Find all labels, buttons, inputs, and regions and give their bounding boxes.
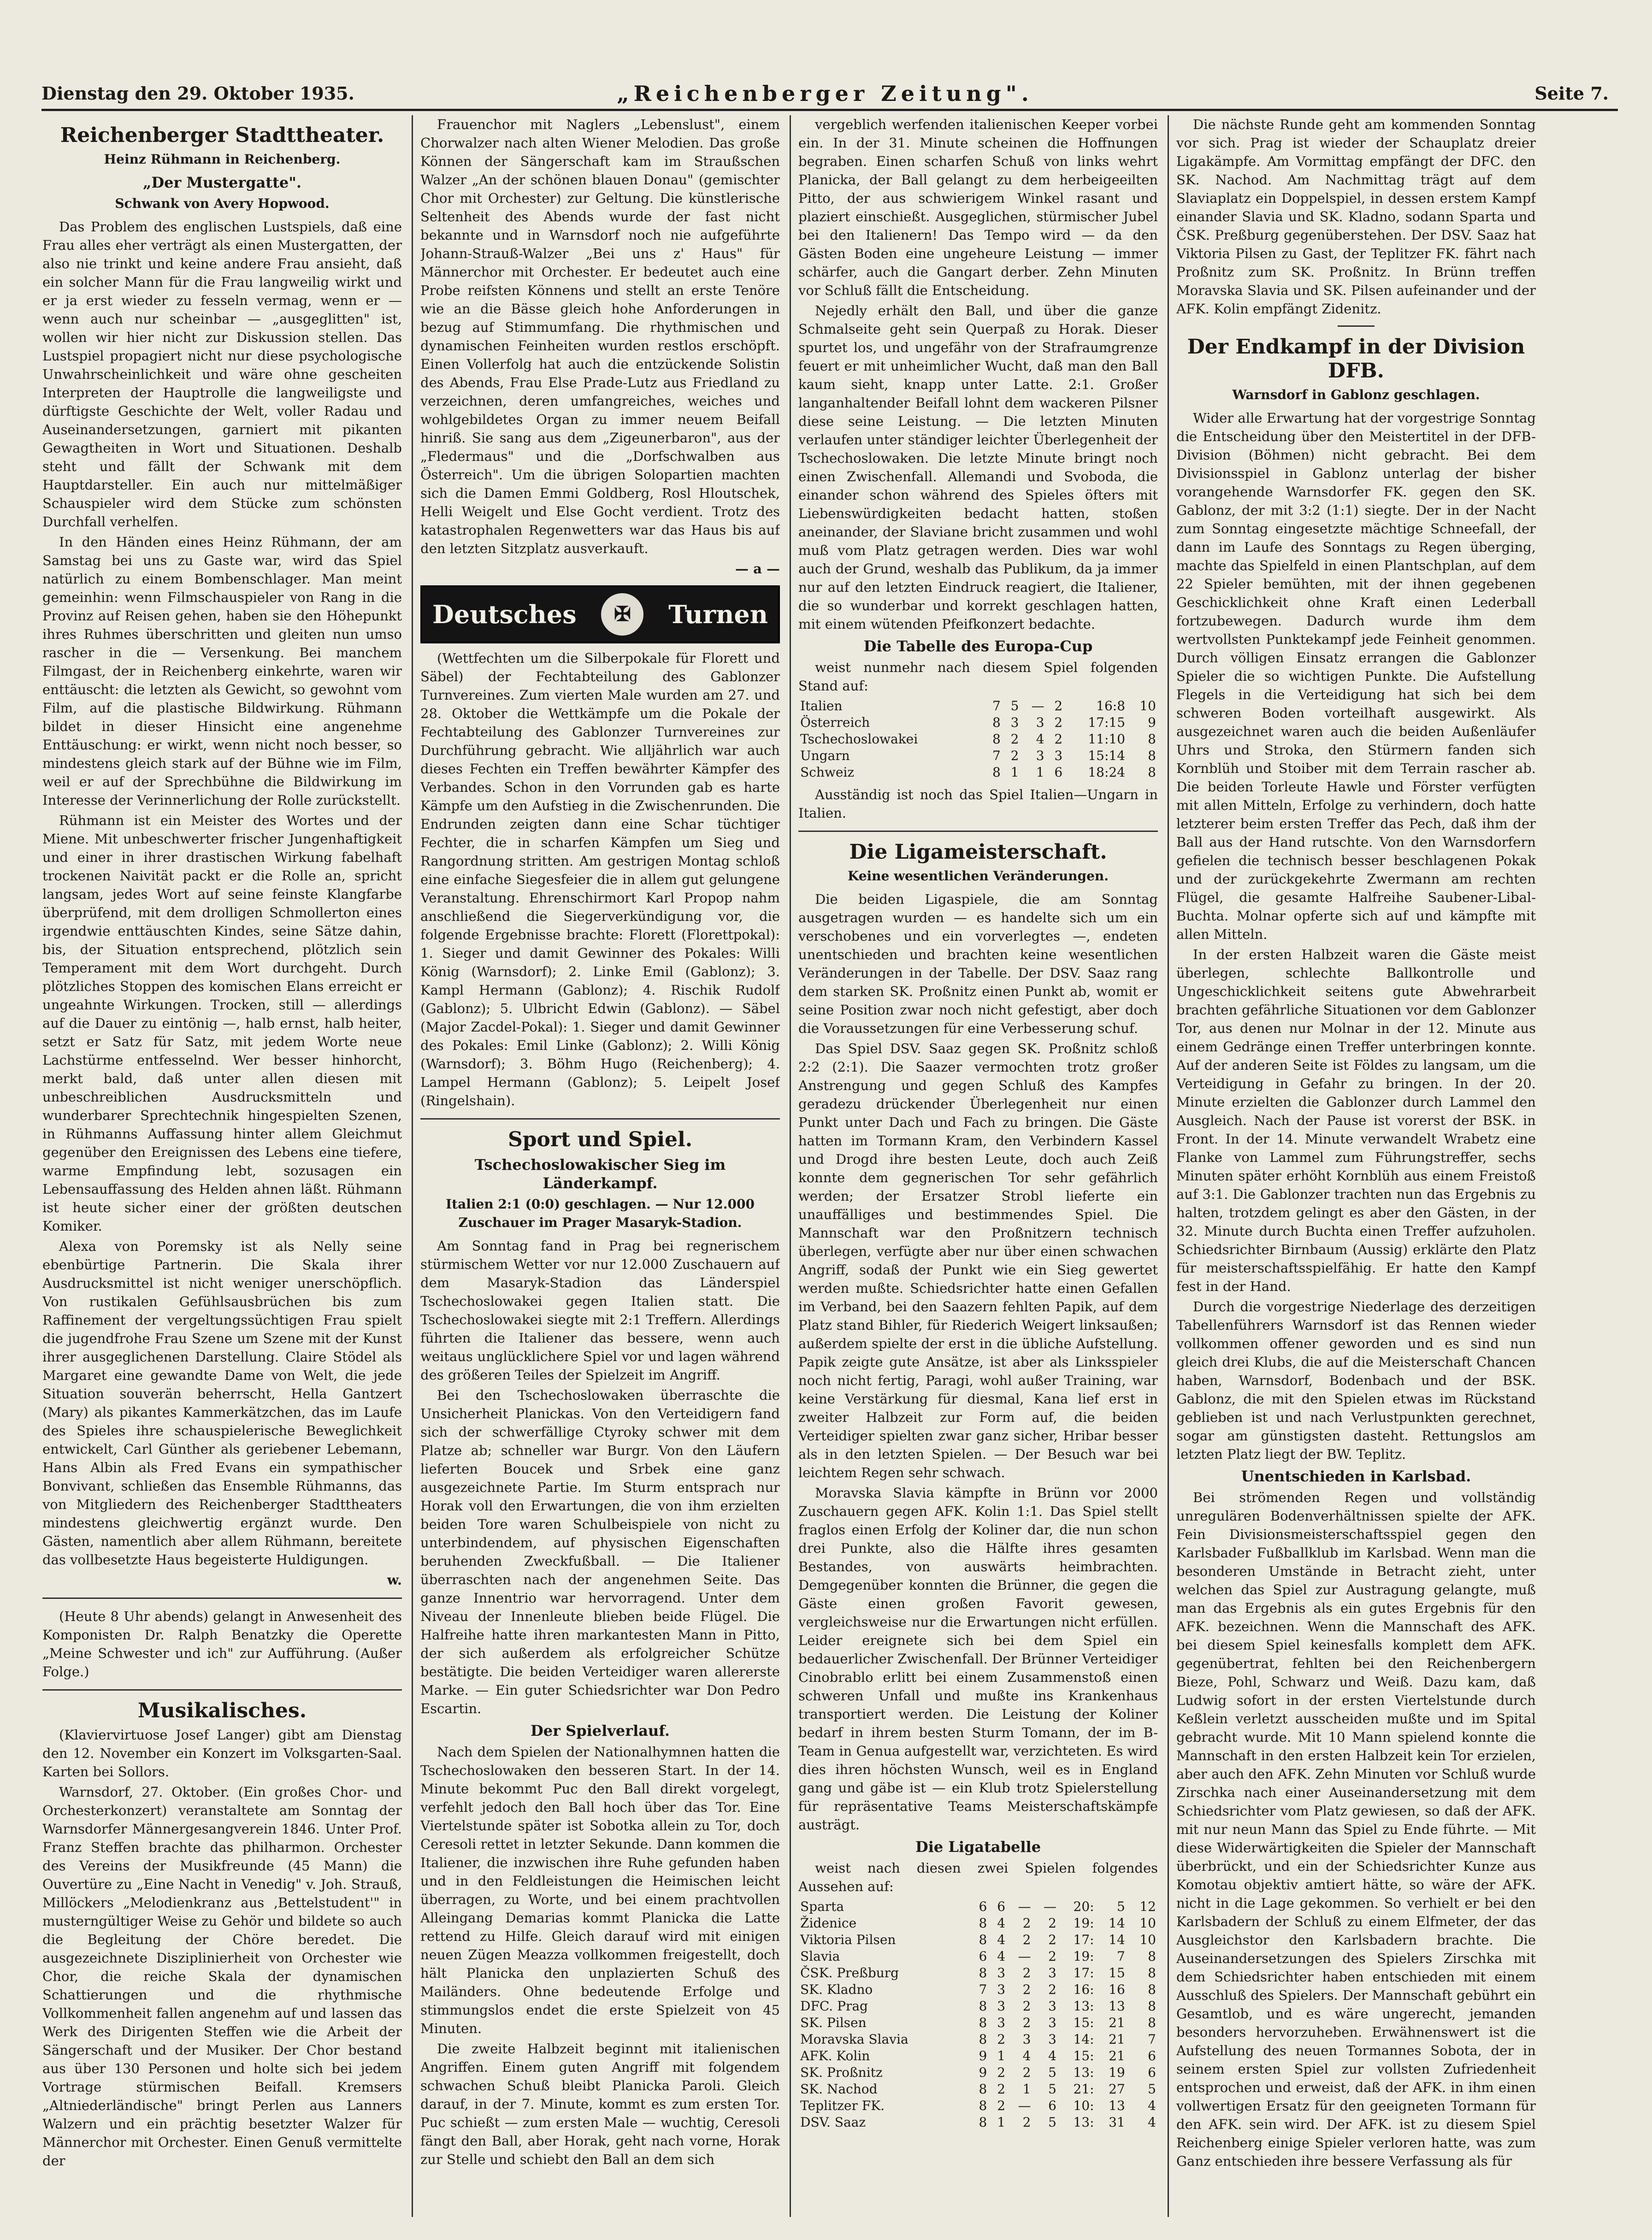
stat-cell: 3 bbox=[1010, 715, 1019, 730]
article-paragraph: Wider alle Erwartung hat der vorgestrige Sonntag die Entscheidung über den Meistertitel in der DFB-Division (Böhmen) nicht gebracht. Bei dem Divisionsspiel in Gablonz unterlag der bisher vorangehende Warnsdorfer FK. gegen den SK. Gablonz, der mit 3:2 (1:1) siegte. Der in der Nacht zum Sonntag eingesetzte mächtige Schneefall, der dann im Laufe des Sonntags zu Regen überging, machte das Spielfeld in einen Plantschplan, auf dem 22 Spieler bemühten, mit der ihnen gegebenen Geschicklichkeit ohne Kraft einen Lederball fortzubewegen. Dadurch wurde ihm dem wertvollsten Punktekampf jede Feinheit genommen. Durch völligen Einsatz errangen die Gablonzer Spieler die so wichtigen Punkte. Die Aufstellung Flegels in die Verteidigung hat sich bei dem schweren Boden vorteilhaft ausgewirkt. Als ausgezeichnet waren auch die beiden Außenläufer Uhrs und Stroka, den Stürmern fanden sich Kornblüh und Stoiber mit dem Terrain rascher ab. Die beiden Torleute Hawle und Förster verfügten mit allen Mitteln, Erfolge zu verhindern, doch hatte letzterer beim ersten Treffer das Pech, daß ihm der Ball aus der Hand rutschte. Von den Warnsdorfern gefielen die technisch besser beschlagenen Pokak und der zurückgekehrte Zwermann am rechten Flügel, die gesamte Halfreihe Saubener-Libal-Buchta. Molnar opferte sich auf und kämpfte mit allen Mitteln. bbox=[1176, 410, 1536, 942]
liga-subhead: Keine wesentlichen Veränderungen. bbox=[847, 868, 1109, 884]
stat-cell: 4 bbox=[1022, 2048, 1031, 2063]
stat-cell: 3 bbox=[1054, 748, 1063, 763]
stat-cell: 12 bbox=[1139, 1899, 1156, 1914]
article-paragraph: Moravska Slavia kämpfte in Brünn vor 2000 Zuschauern gegen AFK. Kolin 1:1. Das Spiel stellt fraglos einen Erfolg der Koliner dar, die nun schon drei Punkte, also die Hälfte ihres gesamten Bestandes, von auswärts heimbrachten. Demgegenüber konnten die Brünner, die gegen die Gäste einen großen Favorit gewesen, vergleichsweise nur die Erwartungen nicht erfüllen. Leider ereignete sich bei dem Spiel ein bedauerlicher Zwischenfall. Der Brünner Verteidiger Cinobrablo erlitt bei einem Zusammenstoß einen schweren Unfall und mußte ins Krankenhaus transportiert werden. Die Leistung der Koliner bedarf in ihrem besten Sturm Tomann, der im B-Team in Genua aufgestellt war, verzichteten. Es wird dies ihren höchsten Wunsch, weil es in England gang und gäbe ist — ein Klub trotz Spielerstellung für repräsentative Teams Meisterschaftskämpfe austrägt. bbox=[798, 1485, 1158, 1833]
article-paragraph: (Wettfechten um die Silberpokale für Florett und Säbel) der Fechtabteilung des Gablonzer Turnvereines. Zum vierten Male wurden am 27. und 28. Oktober die Wettkämpfe um die Pokale der Fechtabteilung des Gablonzer Turnvereines zur Durchführung gebracht. Wie alljährlich war auch dieses Fechten ein Treffen bewährter Kämpfer des Verbandes. Schon in den Vorrunden gab es harte Kämpfe um den Aufstieg in die Zwischenrunden. Die Endrunden zeigten dann eine Schar tüchtiger Fechter, die in scharfen Kämpfen um Sieg und Rangordnung stritten. Am gestrigen Montag schloß eine einfache Siegesfeier die in allem gut gelungene Veranstaltung. Ehrenschirmort Karl Propop nahm anschließend die Siegerverkündigung vor, die folgende Ergebnisse brachte: Florett (Florettpokal): 1. Sieger und damit Gewinner des Pokales: Willi König (Warnsdorf); 2. Linke Emil (Gablonz); 3. Kampl Hermann (Gablonz); 4. Rischik Rudolf (Gablonz); 5. Ulbricht Edwin (Gablonz). — Säbel (Major Zacdel-Pokal): 1. Sieger und damit Gewinner des Pokales: Emil Linke (Gablonz); 2. Willi König (Warnsdorf); 3. Böhm Hugo (Reichenberg); 4. Lampel Hermann (Gablonz); 5. Leipelt Josef (Ringelshain). bbox=[420, 650, 780, 1108]
stat-cell: 11:10 bbox=[1088, 731, 1126, 747]
article-paragraph: Rühmann ist ein Meister des Wortes und der Miene. Mit unbeschwerter frischer Jungenhaftigkeit und einer in ihrer drastischen Wirkung fabelhaft trockenen Naivität packt er die Rolle an, spricht langsam, jedes Wort auf seine feinste Klangfarbe überprüfend, mit dem drolligen Schmollerton eines irgendwie enttäuschten Kindes, seine Sätze dahin, bis, der Situation entsprechend, plötzlich sein Temperament mit dem Wort durchgeht. Durch plötzliches Stoppen des komischen Elans erreicht er ungeahnte Wirkungen. Trocken, still — allerdings auf die Dauer zu eintönig —, halb ernst, halb heiter, setzt er Satz für Satz, mit jedem Worte neue Lachstürme entfesselnd. Wer besser hinhorcht, merkt bald, daß unter allen diesen mit unbeschreiblichen Ausdrucksmitteln und wunderbarer Sprechtechnik hingespielten Szenen, in Rühmanns Auffassung hinter allem Gleichmut gegenüber den Ereignissen des Lebens eine tiefere, warme Empfindung lebt, sozusagen ein Lebensauffassung des Helden ahnen läßt. Rühmann ist heute sicher einer der größten deutschen Komiker. bbox=[42, 813, 402, 1234]
team-name-cell: SK. Kladno bbox=[800, 1982, 873, 1997]
theatre-headline: Reichenberger Stadttheater. bbox=[60, 124, 384, 147]
table-row bbox=[798, 1948, 1158, 1965]
table-row bbox=[798, 731, 1158, 748]
stat-cell: 7 bbox=[1116, 1949, 1125, 1964]
stat-cell: 2 bbox=[1048, 1949, 1056, 1964]
section-rule bbox=[42, 1689, 402, 1691]
stat-cell: 2 bbox=[1048, 1982, 1056, 1997]
table-row bbox=[798, 1898, 1158, 1915]
stat-cell: 7 bbox=[979, 1982, 987, 1997]
stat-cell: 8 bbox=[1148, 731, 1156, 747]
stat-cell: 31 bbox=[1109, 2115, 1125, 2130]
stat-cell: 8 bbox=[979, 1916, 987, 1931]
stat-cell: 13: bbox=[1073, 1998, 1094, 2014]
article-paragraph: Am Sonntag fand in Prag bei regnerischem stürmischem Wetter vor nur 12.000 Zuschauern auf dem Masaryk-Stadion das Länderspiel Tschechoslowakei gegen Italien statt. Die Tschechoslowakei siegte mit 2:1 Treffern. Allerdings führten die Italiener das bessere, wenn auch weitaus unglücklichere Spiel vor und lagen während des größeren Teiles der Spielzeit im Angriff. bbox=[420, 1238, 780, 1383]
stat-cell: 4 bbox=[997, 1916, 1006, 1931]
stat-cell: 18:24 bbox=[1088, 765, 1126, 780]
stat-cell: 8 bbox=[979, 1998, 987, 2014]
liga-headline: Die Ligameisterschaft. bbox=[849, 840, 1107, 864]
stat-cell: 13 bbox=[1109, 2098, 1125, 2113]
stat-cell: 7 bbox=[992, 698, 1001, 713]
table-row bbox=[798, 1932, 1158, 1948]
team-name-cell: Viktoria Pilsen bbox=[800, 1932, 896, 1947]
stat-cell: 2 bbox=[1022, 1965, 1031, 1981]
stat-cell: 7 bbox=[1148, 2032, 1156, 2047]
play-author: Schwank von Avery Hopwood. bbox=[115, 196, 330, 211]
article-paragraph: Das Spiel DSV. Saaz gegen SK. Proßnitz schloß 2:2 (2:1). Die Saazer vermochten trotz großer Anstrengung und gegen Schluß des Kampfes geradezu drückender Überlegenheit nur einen Punkt unter Dach und Fach zu bringen. Die Gäste hatten im Tormann Kram, den Verbindern Kassel und Drogd ihre besten Leute, doch auch Zeiß konnte dem gegnerischen Tor sehr gefährlich werden; der Ersatzer Strobl lieferte ein unauffälliges und bestimmendes Spiel. Die Mannschaft war den Proßnitzern technisch überlegen, verfügte aber nur über einen schwachen Angriff, sodaß der Punkt wie ein Sieg gewertet werden mußte. Schiedsrichter hatte einen Gefallen im Verband, bei den Saazern fehlten Papik, auf dem Platz stand Bihler, für Riederich Weigert linksaußen; außerdem spielte der erst in die übliche Aufstellung. Papik zeigte gute Ansätze, ist aber als Linksspieler noch nicht fertig, Paragi, wohl außer Training, war keine Verstärkung für diesmal, Kana lief erst in zweiter Halbzeit zur Form auf, die beiden Verteidiger spielten zwar ganz sicher, Hribar besser als in den letzten Spielen. — Der Besuch war bei leichtem Regen sehr schwach. bbox=[798, 1041, 1158, 1480]
team-name-cell: Židenice bbox=[800, 1916, 857, 1931]
stat-cell: 4 bbox=[1148, 2115, 1156, 2130]
stat-cell: 2 bbox=[1022, 2065, 1031, 2080]
stat-cell: 8 bbox=[1148, 748, 1156, 763]
stat-cell: 27 bbox=[1109, 2081, 1125, 2097]
article-paragraph: In den Händen eines Heinz Rühmann, der am Samstag bei uns zu Gaste war, wird das Spiel natürlich zu einem Bombenschlager. Man meint gemeinhin: wenn Filmschauspieler von Rang in die Provinz auf Reisen gehen, haben sie den Höhepunkt ihres Ruhmes überschritten und gleiten nun umso rascher in die — Versenkung. Bei manchem Filmgast, der in Reichenberg einkehrte, waren wir enttäuscht: die letzten als Gewicht, so gewohnt vom Film, auf die plastische Bildwirkung. Rühmann bildet in dieser Hinsicht eine angenehme Enttäuschung: er wirkt, wenn nicht noch besser, so mindestens gleich stark auf der Bühne wie im Film, weil er auf der Sprechbühne die Bildwirkung im Interesse der Verinnerlichung der Rolle zurückstellt. bbox=[42, 534, 402, 808]
table-row bbox=[798, 748, 1158, 764]
stat-cell: 2 bbox=[1022, 2115, 1031, 2130]
team-name-cell: Moravska Slavia bbox=[800, 2032, 909, 2047]
table-row bbox=[798, 2081, 1158, 2098]
stat-cell: 8 bbox=[979, 2115, 987, 2130]
team-name-cell: DFC. Prag bbox=[800, 1998, 868, 2014]
column-1 bbox=[42, 115, 402, 2217]
stat-cell: 2 bbox=[1022, 1932, 1031, 1947]
stat-cell: 14: bbox=[1073, 2032, 1094, 2047]
stat-cell: 5 bbox=[1116, 1899, 1125, 1914]
stat-cell: 10 bbox=[1139, 1916, 1156, 1931]
stat-cell: 1 bbox=[997, 2115, 1006, 2130]
stat-cell: 2 bbox=[1022, 1982, 1031, 1997]
stat-cell: 4 bbox=[997, 1932, 1006, 1947]
stat-cell: 15 bbox=[1109, 1965, 1125, 1981]
turner-cross-icon: ✠ bbox=[601, 593, 643, 636]
article-paragraph: (Klaviervirtuose Josef Langer) gibt am Dienstag den 12. November ein Konzert im Volksgarten-Saal. Karten bei Sollors. bbox=[42, 1727, 402, 1780]
article-paragraph: In der ersten Halbzeit waren die Gäste meist überlegen, schlechte Ballkontrolle und Ungeschicklichkeit seitens gute Abwehrarbeit brachten gefährliche Situationen vor dem Gablonzer Tor, aus denen nur Molnar in der 12. Minute aus einem Gedränge einen Treffer unterbringen konnte. Auf der anderen Seite ist Földes zu langsam, um die Verteidigung in Gefahr zu bringen. In der 20. Minute erzielten die Gablonzer durch Lammel den Ausgleich. Nach der Pause ist vorerst der BSK. in Front. In der 14. Minute verwandelt Wrabetz eine Flanke von Lammel zum Führungstreffer, sechs Minuten später erhöht Kornblüh aus einem Freistoß auf 3:1. Die Gablonzer trachten nun das Ergebnis zu halten, trotzdem gelingt es aber den Gästen, in der 32. Minute durch Buchta einen Treffer aufzuholen. Schiedsrichter Birnbaum (Aussig) erklärte den Platz für meisterschaftsspielfähig. Er hatte den Kampf fest in der Hand. bbox=[1176, 947, 1536, 1294]
table-row bbox=[798, 764, 1158, 781]
stat-cell: 8 bbox=[1148, 1949, 1156, 1964]
stat-cell: 16:8 bbox=[1096, 698, 1126, 713]
team-name-cell: Österreich bbox=[800, 715, 870, 730]
stat-cell: — bbox=[1031, 698, 1044, 713]
stat-cell: 3 bbox=[1036, 715, 1044, 730]
article-paragraph: Alexa von Poremsky ist als Nelly seine ebenbürtige Partnerin. Die Skala ihrer Ausdrucksmittel ist nicht weniger unerschöpflich. Von rustikalen Gefühlsausbrüchen bis zum Raffinement der vergeltungssüchtigen Frau spielt die jugendfrohe Frau Szene um Szene mit der Kunst ihrer ausgeglichenen Darstellung. Claire Stödel als Margaret eine gewandte Dame von Welt, die jede Situation souverän beherrscht, Hella Gantzert (Mary) als pikantes Kammerkätzchen, das im Laufe des Spieles ihre schauspielerische Beweglichkeit entwickelt, Carl Günther als geriebener Lebemann, Hans Albin als Fred Evans ein sympathischer Bonvivant, schließen das Ensemble Rühmanns, das von Mitgliedern des Reichenberger Stadttheaters mindestens gleichwertig ergänzt wurde. Den Gästen, namentlich aber allem Rühmann, bereitete das vollbesetzte Haus begeisterte Huldigungen. bbox=[42, 1238, 402, 1568]
team-name-cell: SK. Nachod bbox=[800, 2081, 878, 2097]
stat-cell: 21 bbox=[1109, 2032, 1125, 2047]
banner-word-right: Turnen bbox=[668, 600, 768, 629]
table-row bbox=[798, 1981, 1158, 1998]
stat-cell: 6 bbox=[979, 1949, 987, 1964]
stat-cell: 4 bbox=[997, 1949, 1006, 1964]
stat-cell: — bbox=[1018, 1949, 1031, 1964]
team-name-cell: Slavia bbox=[800, 1949, 840, 1964]
table-row bbox=[798, 1965, 1158, 1981]
stat-cell: 5 bbox=[1148, 2081, 1156, 2097]
stat-cell: 5 bbox=[1010, 698, 1019, 713]
karlsbad-headline: Unentschieden in Karlsbad. bbox=[1241, 1468, 1471, 1485]
theatre-subhead: Heinz Rühmann in Reichenberg. bbox=[104, 152, 341, 167]
stat-cell: 13: bbox=[1073, 2115, 1094, 2130]
section-rule bbox=[42, 1597, 402, 1599]
stat-cell: 2 bbox=[1054, 698, 1063, 713]
stat-cell: 14 bbox=[1109, 1916, 1125, 1931]
issue-date: Dienstag den 29. Oktober 1935. bbox=[41, 83, 354, 104]
music-headline: Musikalisches. bbox=[137, 1699, 307, 1722]
sport-headline: Sport und Spiel. bbox=[507, 1128, 693, 1151]
stat-cell: 9 bbox=[979, 2065, 987, 2080]
header-rule bbox=[41, 109, 1618, 111]
table-row bbox=[798, 2114, 1158, 2131]
stat-cell: 2 bbox=[997, 2081, 1006, 2097]
article-paragraph: Nejedly erhält den Ball, und über die ganze Schmalseite geht sein Querpaß zu Horak. Dieser spurtet los, und ungefähr von der Strafraumgrenze feuert er mit unheimlicher Wucht, daß man den Ball kaum sieht, knapp unter Latte. 2:1. Großer langanhaltender Beifall lohnt dem wackeren Pilsner diese seine Leistung. — Die letzten Minuten verlaufen unter ständiger leichter Überlegenheit der Tschechoslowaken. Die letzte Minute bringt noch einen Zwischenfall. Allemandi und Svoboda, die einander schon während des Spieles öfters mit Liebenswürdigkeiten bedacht hatten, stoßen aneinander, der Slaviane bricht zusammen und wohl muß vom Platz getragen werden. Dies war wohl auch der Grund, weshalb das Publikum, da ja immer nur auf den letzten Eindruck reagiert, die Italiener, die so wunderbar und korrekt geschlagen hatten, mit einem wütenden Pfeifkonzert bedachte. bbox=[798, 303, 1158, 632]
column-rule bbox=[1168, 115, 1169, 2217]
match-subhead: Italien 2:1 (0:0) geschlagen. — Nur 12.000 Zuschauer im Prager Masaryk-Stadion. bbox=[446, 1197, 755, 1230]
stat-cell: — bbox=[1043, 1899, 1056, 1914]
table-row bbox=[798, 2098, 1158, 2114]
section-rule bbox=[1338, 325, 1375, 327]
stat-cell: 7 bbox=[992, 748, 1001, 763]
team-name-cell: SK. Pilsen bbox=[800, 2015, 867, 2030]
table-row bbox=[798, 714, 1158, 731]
section-rule bbox=[798, 831, 1158, 832]
stat-cell: 8 bbox=[1148, 1965, 1156, 1981]
stat-cell: 3 bbox=[997, 2015, 1006, 2030]
stat-cell: 2 bbox=[1010, 731, 1019, 747]
stat-cell: 2 bbox=[1022, 1998, 1031, 2014]
stat-cell: 13 bbox=[1109, 1998, 1125, 2014]
stat-cell: 8 bbox=[1148, 2015, 1156, 2030]
stat-cell: 10: bbox=[1073, 2098, 1094, 2113]
stat-cell: 21: bbox=[1073, 2081, 1094, 2097]
stat-cell: 15: bbox=[1073, 2015, 1094, 2030]
column-rule bbox=[412, 115, 413, 2217]
stat-cell: 19: bbox=[1073, 1916, 1094, 1931]
table-row bbox=[798, 1998, 1158, 2015]
team-name-cell: Schweiz bbox=[800, 765, 855, 780]
stat-cell: 9 bbox=[1148, 715, 1156, 730]
article-paragraph: Nach dem Spielen der Nationalhymnen hatten die Tschechoslowaken den besseren Start. In der 14. Minute bekommt Puc den Ball direkt vorgelegt, verfehlt jedoch den Ball hoch über das Tor. Eine Viertelstunde später ist Sobotka allein zu Tor, doch Ceresoli rettet in letzter Sekunde. Dann kommen die Italiener, die inzwischen ihre Ruhe gefunden haben und in den Feldleistungen die Heimischen leicht überragen, zu Worte, und bei einem prachtvollen Alleingang Demarias kommt Planicka die Latte rettend zu Hilfe. Gleich darauf wird mit einigen neuen Zügen Meazza vollkommen freigestellt, doch hält Planicka den unplazierten Schuß des Mailänders. Ohne bedeutende Erfolge und stimmungslos endet die erste Spielzeit von 45 Minuten. bbox=[420, 1744, 780, 2036]
stat-cell: 2 bbox=[1048, 1916, 1056, 1931]
stat-cell: 13: bbox=[1073, 2065, 1094, 2080]
stat-cell: 10 bbox=[1139, 698, 1156, 713]
stat-cell: 14 bbox=[1109, 1932, 1125, 1947]
stat-cell: 8 bbox=[979, 1932, 987, 1947]
stat-cell: 1 bbox=[1010, 765, 1019, 780]
article-paragraph: Die beiden Ligaspiele, die am Sonntag ausgetragen wurden — es handelte sich um ein verschobenes und ein vorverlegtes —, endeten unentschieden und brachten keine wesentlichen Veränderungen in der Tabelle. Der DSV. Saaz rang dem starken SK. Proßnitz einen Punkt ab, womit er seine Position zwar noch nicht gefestigt, aber doch die Voraussetzungen für eine Verbesserung schuf. bbox=[798, 891, 1158, 1036]
stat-cell: 1 bbox=[1036, 765, 1044, 780]
liga-table bbox=[798, 1898, 1158, 2131]
stat-cell: 6 bbox=[979, 1899, 987, 1914]
table-intro: weist nunmehr nach diesem Spiel folgenden Stand auf: bbox=[798, 660, 1158, 694]
article-paragraph: Das Problem des englischen Lustspiels, daß eine Frau alles eher verträgt als einen Mustergatten, der also nie trinkt und keine andere Frau ansieht, daß ein solcher Mann für die Frau langweilig wirkt und er ja erst wieder zu fesseln vermag, wenn er — wenn auch nur scheinbar — „ausgeglitten" ist, wollen wir hier nicht zur Diskussion stellen. Das Lustspiel propagiert nicht nur diese psychologische Unwahrscheinlichkeit und wäre ohne gescheiten Interpreten der Hauptrolle die langweiligste und dürftigste Geschichte der Welt, voller Radau und Auseinandersetzungen, garniert mit pikanten Gewagtheiten in Wort und Situationen. Deshalb steht und fällt der Schwank mit dem Hauptdarsteller. Ein auch nur mittelmäßiger Schauspieler wird dem Stücke zum schönsten Durchfall verhelfen. bbox=[42, 219, 402, 530]
stat-cell: 6 bbox=[997, 1899, 1006, 1914]
article-paragraph: Warnsdorf, 27. Oktober. (Ein großes Chor- und Orchesterkonzert) veranstaltete am Sonntag der Warnsdorfer Männergesangverein 1846. Unter Prof. Franz Steffen brachte das philharmon. Orchester des Vereins der Musikfreunde (45 Mann) die Ouvertüre zu „Eine Nacht in Venedig" v. Joh. Strauß, Millöckers „Melodienkranz aus ‚Bettelstudent'" in musterngültiger Weise zu Gehör und bildete so auch die Begleitung der Chöre beredet. Die ausgezeichnete Disziplinierheit von Orchester wie Chor, die reiche Skala der dynamischen Schattierungen und die rhythmische Vollkommenheit fallen angenehm auf und lassen das Werk des Dirigenten Steffen wie die Arbeit der Sängerschaft und der Musiker. Der Chor bestand aus über 130 Personen und holte sich bei jedem Vortrage stürmischen Beifall. Kremsers „Altniederländische" bringt Perlen aus Lanners Walzern und ein prächtig besetzter Walzer für Männerchor mit Orchester. Einen Genuß vermittelte der bbox=[42, 1784, 402, 2169]
column-2 bbox=[420, 115, 780, 2217]
article-paragraph: vergeblich werfenden italienischen Keeper vorbei ein. In der 31. Minute scheinen die Hoffnungen begraben. Einen scharfen Schuß von links wehrt Planicka, der Ball gelangt zu dem herbeigeeilten Pitto, der aus schwierigem Winkel rasant und plaziert einschießt. Ausgeglichen, stürmischer Jubel bei den Italienern! Das Tempo wird — da den Gästen Boden eine ungeheure Leistung — immer schärfer, auch die Gangart derber. Zehn Minuten vor Schluß fällt die Entscheidung. bbox=[798, 117, 1158, 298]
team-name-cell: Tschechoslowakei bbox=[800, 731, 918, 747]
article-paragraph: Bei den Tschechoslowaken überraschte die Unsicherheit Planickas. Von den Verteidigern fand sich der schwerfällige Ctyroky schwer mit dem Platze ab; schneller war Burgr. Von den Läufern lieferten Boucek und Srbek eine ganz ausgezeichnete Partie. Im Sturm entsprach nur Horak voll den Erwartungen, die von ihm erzielten beiden Tore waren Schulbeispiele von nicht zu unterbindendem, auf physischen Eigenschaften beruhenden Zweckfußball. — Die Italiener überraschten nach der angenehmen Seite. Das ganze Innentrio war hervorragend. Unter dem Niveau der Innenleute blieben beide Flügel. Die Halfreihe hatte ihren markantesten Mann in Pitto, der sich außerdem als erfolgreicher Schütze bestätigte. Die beiden Verteidiger waren allererste Marke. — Ein guter Schiedsrichter war Don Pedro Escartin. bbox=[420, 1387, 780, 1716]
stat-cell: 17: bbox=[1073, 1965, 1094, 1981]
play-title: „Der Mustergatte". bbox=[142, 174, 302, 191]
stat-cell: 8 bbox=[979, 2081, 987, 2097]
endkampf-subhead: Warnsdorf in Gablonz geschlagen. bbox=[1232, 387, 1480, 402]
team-name-cell: AFK. Kolin bbox=[800, 2048, 870, 2063]
stat-cell: 1 bbox=[997, 2048, 1006, 2063]
table-row bbox=[798, 2048, 1158, 2064]
stat-cell: 2 bbox=[997, 2098, 1006, 2113]
team-name-cell: SK. Proßnitz bbox=[800, 2065, 883, 2080]
team-name-cell: ČSK. Preßburg bbox=[800, 1965, 899, 1981]
stat-cell: 3 bbox=[1036, 748, 1044, 763]
article-paragraph: Frauenchor mit Naglers „Lebenslust", einem Chorwalzer nach alten Wiener Melodien. Das große Können der Sängerschaft kam im Straußschen Walzer „An der schönen blauen Donau" (gemischter Chor mit Orchester) zur Geltung. Die künstlerische Seltenheit des Abends wurde der fast nicht bekannte und in Warnsdorf noch nie aufgeführte Johann-Strauß-Walzer „Bei uns z' Haus" für Männerchor mit Orchester. Er bedeutet auch eine Probe reifsten Könnens und stellt an erste Tenöre wie an die Bässe gleich hohe Anforderungen in bezug auf Stimmumfang. Die rhythmischen und dynamischen Feinheiten wurden restlos erschöpft. Einen Vollerfolg hat auch die entzückende Solistin des Abends, Frau Else Prade-Lutz aus Friedland zu verzeichnen, deren umfangreiches, weiches und wohlgebildetes Organ zu immer neuem Beifall hinriß. Sie sang aus dem „Zigeunerbaron", aus der „Fledermaus" und die „Dorfschwalben aus Österreich". Um die übrigen Solopartien machten sich die Damen Emmi Goldberg, Rosl Hloutschek, Helli Weigelt und Else Gocht verdient. Trotz des katastrophalen Regenwetters war das Haus bis auf den letzten Sitzplatz ausverkauft. bbox=[420, 117, 780, 556]
stat-cell: 8 bbox=[992, 731, 1001, 747]
table-row bbox=[798, 2031, 1158, 2048]
table-row bbox=[798, 2064, 1158, 2081]
stat-cell: 20: bbox=[1073, 1899, 1094, 1914]
stat-cell: 2 bbox=[1054, 715, 1063, 730]
column-4 bbox=[1176, 115, 1536, 2217]
stat-cell: — bbox=[1018, 1899, 1031, 1914]
stat-cell: 2 bbox=[1022, 1916, 1031, 1931]
stat-cell: 3 bbox=[997, 1982, 1006, 1997]
stat-cell: 2 bbox=[1010, 748, 1019, 763]
article-signature: — a — bbox=[735, 561, 780, 577]
stat-cell: 3 bbox=[997, 1965, 1006, 1981]
match-section-title: Der Spielverlauf. bbox=[531, 1722, 670, 1739]
article-paragraph: Durch die vorgestrige Niederlage des derzeitigen Tabellenführers Warnsdorf ist das Rennen wieder vollkommen offener geworden und es sind nun gleich drei Klubs, die auf die Meisterschaft Chancen haben, Warnsdorf, Bodenbach und der BSK. Gablonz, die mit den Spielen etwas im Rückstand geblieben ist und nach Verlustpunkten gerechnet, sogar am günstigsten dasteht. Rettungslos am letzten Platz liegt der BW. Teplitz. bbox=[1176, 1299, 1536, 1462]
stat-cell: 8 bbox=[992, 765, 1001, 780]
article-paragraph: Die zweite Halbzeit beginnt mit italienischen Angriffen. Einem guten Angriff mit folgendem schwachen Schuß bleibt Planicka Paroli. Gleich darauf, in der 7. Minute, kommt es zum ersten Tor. Puc schießt — zum ersten Male — wuchtig, Ceresoli fängt den Ball, aber Horak, geht nach vorne, Horak zur Stelle und schiebt den Ball an dem sich bbox=[420, 2041, 780, 2167]
column-rule bbox=[790, 115, 791, 2217]
stat-cell: 19: bbox=[1073, 1949, 1094, 1964]
stat-cell: 2 bbox=[997, 2032, 1006, 2047]
stat-cell: 3 bbox=[997, 1998, 1006, 2014]
stat-cell: 21 bbox=[1109, 2015, 1125, 2030]
stat-cell: 6 bbox=[1048, 2098, 1056, 2113]
stat-cell: 2 bbox=[1022, 2015, 1031, 2030]
team-name-cell: Ungarn bbox=[800, 748, 850, 763]
stat-cell: 17:15 bbox=[1088, 715, 1126, 730]
stat-cell: 5 bbox=[1048, 2081, 1056, 2097]
stat-cell: 15:14 bbox=[1088, 748, 1126, 763]
table-row bbox=[798, 1915, 1158, 1932]
stat-cell: 6 bbox=[1148, 2048, 1156, 2063]
stat-cell: 17: bbox=[1073, 1932, 1094, 1947]
stat-cell: 3 bbox=[1048, 1965, 1056, 1981]
theatre-note: (Heute 8 Uhr abends) gelangt in Anwesenheit des Komponisten Dr. Ralph Benatzky die Operette „Meine Schwester und ich" zur Aufführung. (Außer Folge.) bbox=[42, 1609, 402, 1680]
column-3 bbox=[798, 115, 1158, 2217]
stat-cell: 8 bbox=[979, 2098, 987, 2113]
masthead-title: „Reichenberger Zeitung". bbox=[617, 81, 1033, 106]
stat-cell: 19 bbox=[1109, 2065, 1125, 2080]
stat-cell: 3 bbox=[1048, 1998, 1056, 2014]
endkampf-headline: Der Endkampf in der Division DFB. bbox=[1187, 335, 1525, 383]
stat-cell: 5 bbox=[1048, 2065, 1056, 2080]
stat-cell: 8 bbox=[979, 1965, 987, 1981]
stat-cell: 8 bbox=[1148, 1998, 1156, 2014]
europa-cup-title: Die Tabelle des Europa-Cup bbox=[863, 637, 1093, 655]
stat-cell: 15: bbox=[1073, 2048, 1094, 2063]
banner-word-left: Deutsches bbox=[432, 600, 577, 629]
stat-cell: 3 bbox=[1048, 2032, 1056, 2047]
liga-table-title: Die Ligatabelle bbox=[915, 1838, 1041, 1856]
stat-cell: 1 bbox=[1022, 2081, 1031, 2097]
stat-cell: 5 bbox=[1048, 2115, 1056, 2130]
team-name-cell: Teplitzer FK. bbox=[800, 2098, 885, 2113]
stat-cell: 8 bbox=[1148, 1982, 1156, 1997]
table-row bbox=[798, 698, 1158, 714]
deutsches-turnen-banner bbox=[420, 585, 780, 643]
table-outro: Ausständig ist noch das Spiel Italien—Ungarn in Italien. bbox=[798, 787, 1158, 821]
section-rule bbox=[420, 1118, 780, 1120]
stat-cell: 4 bbox=[1036, 731, 1044, 747]
article-signature: w. bbox=[387, 1572, 402, 1588]
stat-cell: 4 bbox=[1148, 2098, 1156, 2113]
stat-cell: 16 bbox=[1109, 1982, 1125, 1997]
table-row bbox=[798, 2015, 1158, 2031]
team-name-cell: Italien bbox=[800, 698, 843, 713]
stat-cell: 2 bbox=[1048, 1932, 1056, 1947]
stat-cell: 8 bbox=[979, 2032, 987, 2047]
stat-cell: 10 bbox=[1139, 1932, 1156, 1947]
article-paragraph: Die nächste Runde geht am kommenden Sonntag vor sich. Prag ist wieder der Schauplatz dreier Ligakämpfe. Am Vormittag empfängt der DFC. den SK. Nachod. Am Nachmittag trägt auf dem Slaviaplatz ein Doppelspiel, in dessen erstem Kampf einander Slavia und SK. Kladno, sodann Sparta und ČSK. Preßburg gegenüberstehen. Der DSV. Saaz hat Viktoria Pilsen zu Gast, der Teplitzer FK. fährt nach Proßnitz zum SK. Proßnitz. In Brünn treffen Moravska Slavia und SK. Pilsen aufeinander und der AFK. Kolin empfängt Zidenitz. bbox=[1176, 117, 1536, 317]
match-headline: Tschechoslowakischer Sieg im Länderkampf. bbox=[474, 1156, 726, 1192]
stat-cell: 8 bbox=[1148, 765, 1156, 780]
stat-cell: 8 bbox=[992, 715, 1001, 730]
stat-cell: 6 bbox=[1148, 2065, 1156, 2080]
stat-cell: 6 bbox=[1054, 765, 1063, 780]
article-paragraph: Bei strömenden Regen und vollständig unregulären Bodenverhältnissen spielte der AFK. Fein Divisionsmeisterschaftsspiel gegen den Karlsbader Fußballklub im Karlsbad. Wenn man die besonderen Umstände in Betracht zieht, unter welchen das Spiel zur Austragung gelangte, muß man das Ergebnis als ein gutes Ergebnis für den AFK. bezeichnen. Wenn die Mannschaft des AFK. bei diesem Spiel keinesfalls komplett dem AFK. gegenübertrat, fehlten bei den Reichenbergern Bieze, Pohl, Schwarz und Weiß. Dazu kam, daß Ludwig sofort in der ersten Viertelstunde durch Keßlein verletzt ausscheiden mußte und im Spital gebracht wurde. Mit 10 Mann spielend konnte die Mannschaft in den ersten Halbzeit kein Tor erzielen, aber auch den AFK. Zehn Minuten vor Schluß wurde Zirschka nach einer Auseinandersetzung mit dem Schiedsrichter vom Platz gewiesen, so daß der AFK. mit nur neun Mann das Spiel zu Ende führte. — Mit diese Widerwärtigkeiten die Spieler der Mannschaft überbrückt, und ein der Schiedsrichter Kunze aus Komotau objektiv amtiert hätte, so wäre der AFK. nicht in die Lage gekommen. So verhielt er bei den Karlsbadern der Schluß zu einem Elfmeter, der das Ausgleichstor den Karlsbadern brachte. Die Auseinandersetzungen des Spielers Zirschka mit dem Schiedsrichter haben entschieden mit einem Ausschluß des Spielers. Der Mannschaft gebührt ein Gesamtlob, und es wäre ungerecht, jemanden besonders hervorzuheben. Erwähnenswert ist die Aufstellung des neuen Tormannes Sobota, der in seinem ersten Spiel zur vollsten Zufriedenheit entsprochen und erweist, daß der AFK. in ihm einen vollwertigen Ersatz für den geeigneten Tormann für den AFK. sein wird. Der AFK. ist zu diesem Spiel Reichenberg einige Spieler verloren hatte, was zum Ganz entschieden ihre bessere Verfassung als für bbox=[1176, 1490, 1536, 2169]
stat-cell: 21 bbox=[1109, 2048, 1125, 2063]
stat-cell: 4 bbox=[1048, 2048, 1056, 2063]
europa-cup-table bbox=[798, 698, 1158, 781]
table-intro: weist nach diesen zwei Spielen folgendes Aussehen auf: bbox=[798, 1860, 1158, 1894]
page-header bbox=[41, 55, 1609, 106]
stat-cell: — bbox=[1018, 2098, 1031, 2113]
stat-cell: 9 bbox=[979, 2048, 987, 2063]
team-name-cell: Sparta bbox=[800, 1899, 844, 1914]
stat-cell: 3 bbox=[1022, 2032, 1031, 2047]
stat-cell: 3 bbox=[1048, 2015, 1056, 2030]
page-number: Seite 7. bbox=[1534, 83, 1609, 104]
team-name-cell: DSV. Saaz bbox=[800, 2115, 866, 2130]
stat-cell: 2 bbox=[1054, 731, 1063, 747]
stat-cell: 2 bbox=[997, 2065, 1006, 2080]
stat-cell: 8 bbox=[979, 2015, 987, 2030]
stat-cell: 16: bbox=[1073, 1982, 1094, 1997]
